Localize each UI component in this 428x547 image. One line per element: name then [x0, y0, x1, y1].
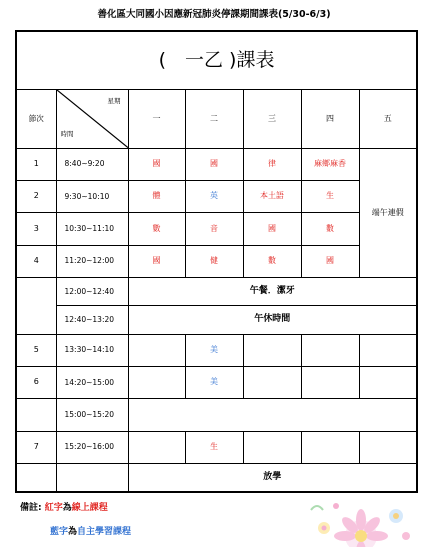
class-cell: 生 — [185, 431, 243, 463]
red-text-label: 紅字 — [44, 503, 63, 513]
nap-label: 午休時間 — [128, 306, 417, 334]
class-cell: 數 — [301, 213, 359, 245]
weekday-time-header — [56, 90, 128, 149]
time-range: 15:20~16:00 — [56, 431, 128, 463]
period-number: 2 — [16, 181, 56, 213]
class-cell — [243, 431, 301, 463]
class-cell: 美 — [185, 334, 243, 366]
break-cell — [128, 399, 417, 431]
time-range: 13:30~14:10 — [56, 334, 128, 366]
weekday-label: 星期 — [107, 97, 121, 106]
class-cell: 律 — [243, 148, 301, 180]
class-cell: 國 — [128, 148, 185, 180]
day-header-fri: 五 — [359, 90, 417, 149]
day-header-wed: 三 — [243, 90, 301, 149]
class-cell — [301, 431, 359, 463]
day-header-mon: 一 — [128, 90, 185, 149]
empty-cell — [56, 464, 128, 492]
period-number: 3 — [16, 213, 56, 245]
blue-text-label: 藍字 — [50, 527, 69, 537]
class-cell — [128, 367, 185, 399]
class-cell — [359, 367, 417, 399]
lunch-label: 午餐．潔牙 — [128, 278, 417, 306]
time-range: 8:40~9:20 — [56, 148, 128, 180]
time-range: 12:40~13:20 — [56, 306, 128, 334]
day-header-tue: 二 — [185, 90, 243, 149]
time-label: 時間 — [60, 129, 74, 138]
class-cell — [359, 431, 417, 463]
time-range: 12:00~12:40 — [56, 278, 128, 306]
class-cell — [243, 367, 301, 399]
period-number: 6 — [16, 367, 56, 399]
time-range: 11:20~12:00 — [56, 245, 128, 277]
class-cell: 生 — [301, 181, 359, 213]
period-number: 1 — [16, 148, 56, 180]
class-cell: 國 — [243, 213, 301, 245]
class-cell: 英 — [185, 181, 243, 213]
midday-period-cell — [16, 278, 56, 335]
period-number — [16, 399, 56, 431]
class-cell — [359, 334, 417, 366]
class-cell — [301, 367, 359, 399]
class-cell — [128, 431, 185, 463]
timetable-title: ( 一乙 )課表 — [16, 31, 417, 90]
empty-cell — [16, 464, 56, 492]
period-header: 節次 — [16, 90, 56, 149]
period-number: 5 — [16, 334, 56, 366]
time-range: 14:20~15:00 — [56, 367, 128, 399]
flower-decoration-icon — [306, 498, 416, 547]
notes — [20, 500, 132, 537]
class-cell: 健 — [185, 245, 243, 277]
time-range: 10:30~11:10 — [56, 213, 128, 245]
class-cell: 美 — [185, 367, 243, 399]
class-cell — [243, 334, 301, 366]
class-cell: 國 — [128, 245, 185, 277]
class-cell: 國 — [301, 245, 359, 277]
class-cell — [301, 334, 359, 366]
class-cell: 音 — [185, 213, 243, 245]
class-cell: 數 — [128, 213, 185, 245]
timetable — [15, 30, 418, 493]
notes-prefix: 備註: — [20, 503, 42, 513]
notes-connector: 為 — [68, 527, 78, 537]
dismissal-label: 放學 — [128, 464, 417, 492]
class-cell: 本土語 — [243, 181, 301, 213]
period-number: 7 — [16, 431, 56, 463]
time-range: 9:30~10:10 — [56, 181, 128, 213]
day-header-thu: 四 — [301, 90, 359, 149]
document-title: 善化區大同國小因應新冠肺炎停課期間課表(5/30-6/3) — [97, 9, 331, 20]
friday-holiday-note: 端午連假 — [359, 148, 417, 277]
notes-connector: 為 — [62, 503, 72, 513]
self-study-label: 自主學習課程 — [77, 527, 132, 537]
class-cell: 數 — [243, 245, 301, 277]
class-cell — [128, 334, 185, 366]
time-range: 15:00~15:20 — [56, 399, 128, 431]
class-cell: 體 — [128, 181, 185, 213]
class-cell: 國 — [185, 148, 243, 180]
period-number: 4 — [16, 245, 56, 277]
online-course-label: 線上課程 — [71, 503, 108, 513]
class-cell: 麻鄉麻香 — [301, 148, 359, 180]
